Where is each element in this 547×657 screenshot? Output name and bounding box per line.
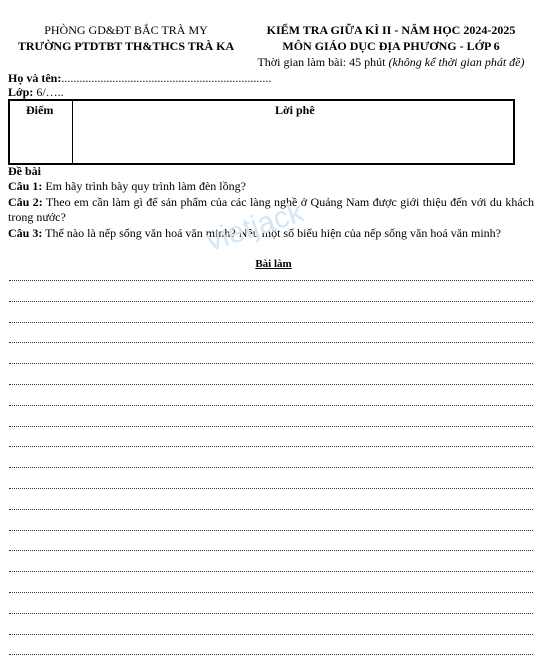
answer-line[interactable] xyxy=(9,280,533,281)
answer-line[interactable] xyxy=(9,467,533,468)
exam-time-text: Thời gian làm bài: 45 phút xyxy=(257,55,389,69)
question-1-text: Em hãy trình bày quy trình làm đèn lồng? xyxy=(42,179,246,193)
question-2-text: Theo em cần làm gì để sản phẩm của các làng nghề ở Quảng Nam được giới thiệu đến với du khách trong nước? xyxy=(8,195,534,224)
school-name: TRƯỜNG PTDTBT TH&THCS TRÀ KA xyxy=(17,39,235,53)
question-2-label: Câu 2: xyxy=(8,195,43,209)
question-1-label: Câu 1: xyxy=(8,179,43,193)
question-1 xyxy=(8,179,534,194)
answer-line[interactable] xyxy=(9,488,533,489)
exam-title: KIỂM TRA GIỮA KÌ II - NĂM HỌC 2024-2025 xyxy=(266,23,516,37)
answer-line[interactable] xyxy=(9,426,533,427)
grade-table-divider xyxy=(72,101,73,163)
comment-label: Lời phê xyxy=(275,103,315,117)
answer-line[interactable] xyxy=(9,592,533,593)
student-name-label: Họ và tên: xyxy=(8,71,62,85)
answer-line[interactable] xyxy=(9,613,533,614)
answer-line[interactable] xyxy=(9,530,533,531)
exam-section-title: Đề bài xyxy=(8,164,41,178)
exam-time xyxy=(246,54,536,70)
answer-line[interactable] xyxy=(9,363,533,364)
answer-line[interactable] xyxy=(9,634,533,635)
answer-line[interactable] xyxy=(9,405,533,406)
answer-line[interactable] xyxy=(9,446,533,447)
answer-line[interactable] xyxy=(9,384,533,385)
student-name-field[interactable] xyxy=(8,71,271,85)
exam-time-note: (không kể thời gian phát đề) xyxy=(388,55,525,69)
student-class-field[interactable] xyxy=(8,85,64,99)
answer-line[interactable] xyxy=(9,654,533,655)
comment-cell[interactable] xyxy=(76,121,508,159)
score-label: Điểm xyxy=(26,103,54,117)
student-class-value: 6/….. xyxy=(36,85,64,99)
question-3-text: Thế nào là nếp sống văn hoá văn minh? Nêu một số biểu hiện của nếp sống văn hoá văn minh? xyxy=(42,226,502,240)
question-3-label: Câu 3: xyxy=(8,226,43,240)
answer-line[interactable] xyxy=(9,322,533,323)
answer-line[interactable] xyxy=(9,550,533,551)
score-cell[interactable] xyxy=(12,121,70,159)
answer-line[interactable] xyxy=(9,571,533,572)
answer-line[interactable] xyxy=(9,342,533,343)
grade-table xyxy=(8,99,515,165)
watermark: vietjack xyxy=(202,195,308,258)
answer-line[interactable] xyxy=(9,509,533,510)
answer-line[interactable] xyxy=(9,301,533,302)
subject-title: MÔN GIÁO DỤC ĐỊA PHƯƠNG - LỚP 6 xyxy=(282,39,500,53)
answer-title: Bài làm xyxy=(255,258,292,270)
school-header xyxy=(8,22,244,54)
exam-header xyxy=(246,22,536,70)
student-name-dots: ...................................................................... xyxy=(61,71,272,85)
student-class-label: Lớp: xyxy=(8,85,37,99)
department-name: PHÒNG GD&ĐT BẮC TRÀ MY xyxy=(44,23,208,37)
